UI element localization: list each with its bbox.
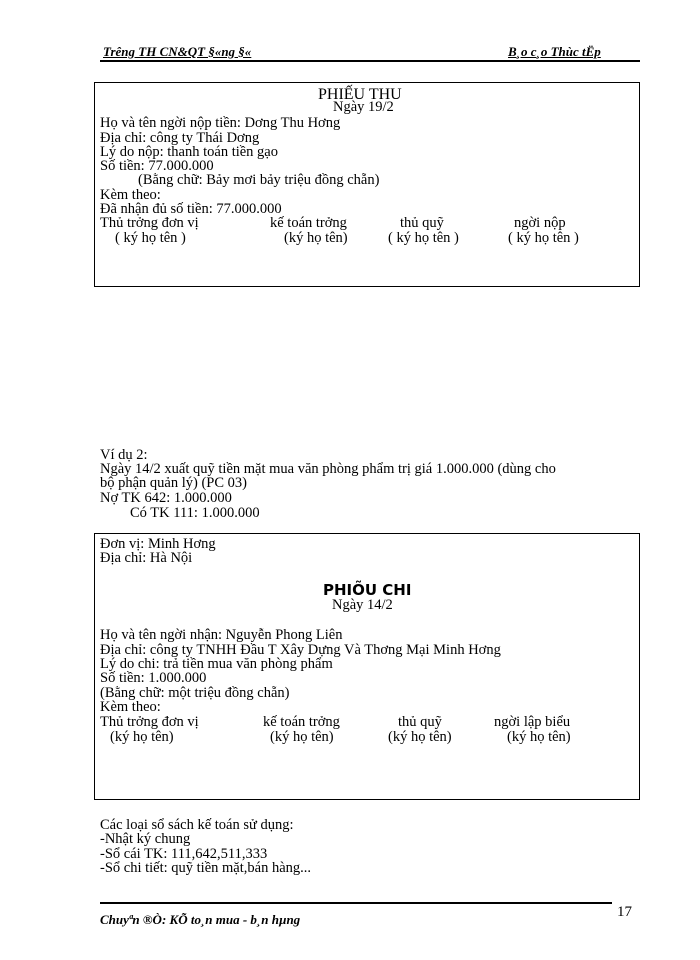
example-debit: Nợ TK 642: 1.000.000 [100,490,232,506]
header-report: B¸o c¸o Thùc tËp [508,44,601,59]
example-line-2: bộ phận quản lý) (PC 03) [100,475,247,491]
voucher-signer-accountant: kế toán trởng [263,714,340,730]
receipt-payer: Họ và tên ngời nộp tiền: Dơng Thu Hơng [100,115,341,131]
voucher-date: Ngày 14/2 [332,597,393,613]
receipt-received: Đã nhận đủ số tiền: 77.000.000 [100,201,282,217]
receipt-reason: Lý do nộp: thanh toán tiền gạo [100,144,278,160]
voucher-recipient: Họ và tên ngời nhận: Nguyễn Phong Liên [100,627,343,643]
voucher-reason: Lý do chi: trả tiền mua văn phòng phẩm [100,656,333,672]
example-line-1: Ngày 14/2 xuất quỹ tiền mặt mua văn phòng phẩm trị giá 1.000.000 (dùng cho [100,461,556,477]
receipt-signer-cashier: thủ quỹ [400,215,444,231]
receipt-signer-payer: ngời nộp [514,215,566,231]
voucher-sign-note-3: (ký họ tên) [388,729,452,745]
receipt-sign-note-1: ( ký họ tên ) [115,230,186,246]
voucher-attached: Kèm theo: [100,699,161,715]
receipt-sign-note-3: ( ký họ tên ) [388,230,459,246]
books-intro: Các loại sổ sách kế toán sử dụng: [100,817,294,833]
books-item-2: -Sổ cái TK: 111,642,511,333 [100,846,268,862]
receipt-signer-accountant: kế toán trởng [270,215,347,231]
voucher-signer-preparer: ngời lập biểu [494,714,571,730]
receipt-title: PHIẾU THU [318,86,402,103]
receipt-amount: Số tiền: 77.000.000 [100,158,214,174]
example-label: Ví dụ 2: [100,447,148,463]
receipt-address: Địa chỉ: công ty Thái Dơng [100,130,260,146]
voucher-amount: Số tiền: 1.000.000 [100,670,207,686]
receipt-attached: Kèm theo: [100,187,161,203]
voucher-sign-note-1: (ký họ tên) [110,729,174,745]
voucher-address: Địa chỉ: công ty TNHH Đầu T Xây Dựng Và Thơng Mại Minh Hơng [100,642,501,658]
receipt-sign-note-2: (ký họ tên) [284,230,348,246]
books-item-1: -Nhật ký chung [100,831,191,847]
voucher-amount-words: (Bằng chữ: một triệu đồng chẵn) [100,685,290,701]
header-school: Trêng TH CN&QT §«ng §« [103,44,252,59]
voucher-address-top: Địa chỉ: Hà Nội [100,550,193,566]
example-credit: Có TK 111: 1.000.000 [130,505,260,521]
voucher-unit: Đơn vị: Minh Hơng [100,536,216,552]
voucher-sign-note-2: (ký họ tên) [270,729,334,745]
footer-rule [100,902,612,904]
page-number: 17 [617,904,632,920]
footer-topic: Chuyªn ®Ò: KÕ to¸n mua - b¸n hµng [100,912,301,927]
voucher-sign-note-4: (ký họ tên) [507,729,571,745]
voucher-title: PHIÕU CHI [323,581,412,599]
header-rule [100,60,640,62]
voucher-signer-cashier: thủ quỹ [398,714,442,730]
receipt-amount-words: (Bằng chữ: Bảy mơi bảy triệu đồng chẵn) [138,172,380,188]
receipt-signer-head: Thủ trởng đơn vị [100,215,199,231]
books-item-3: -Sổ chi tiết: quỹ tiền mặt,bán hàng... [100,860,312,876]
voucher-signer-head: Thủ trởng đơn vị [100,714,199,730]
receipt-sign-note-4: ( ký họ tên ) [508,230,579,246]
receipt-date: Ngày 19/2 [333,99,394,115]
